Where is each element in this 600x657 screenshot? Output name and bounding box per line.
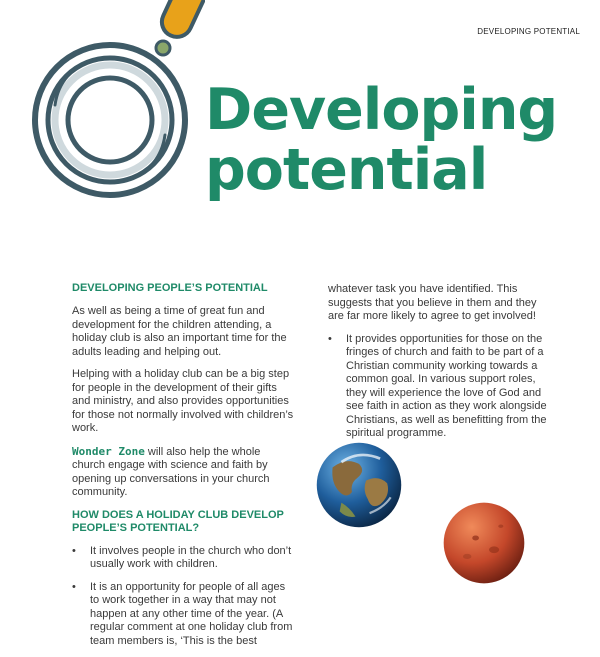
earth-globe-icon (315, 441, 403, 529)
paragraph-helping: Helping with a holiday club can be a big step for people in the development of their gifts and ministry, and also provides opportunities for those not normally involved with children’s work. (72, 368, 294, 434)
section-heading-how: HOW DOES A HOLIDAY CLUB DEVELOP PEOPLE’S POTENTIAL? (72, 508, 284, 534)
paragraph-wonder-zone-text: will also help the whole church engage with science and faith by opening up conversations in your church community. (72, 445, 270, 498)
magnifying-glass-icon (20, 0, 205, 215)
brand-name: Wonder Zone (72, 444, 145, 458)
section-heading-potential: DEVELOPING PEOPLE’S POTENTIAL (72, 282, 268, 294)
paragraph-intro: As well as being a time of great fun and development for the children attending, a holiday club is also an important time for the adults leading and helping out. (72, 305, 287, 358)
mars-planet-icon (442, 501, 526, 585)
page-title-line1: Developing (205, 77, 558, 143)
bullet-item: • It involves people in the church who don’t usually work with children. (72, 545, 294, 572)
paragraph-continuation: whatever task you have identified. This suggests that you believe in them and they are far more likely to agree to get involved! (328, 283, 537, 322)
right-column (328, 283, 550, 450)
left-column (72, 282, 294, 657)
bullet-list-left (72, 545, 294, 649)
page-title (205, 77, 558, 203)
running-header: DEVELOPING POTENTIAL (477, 27, 580, 36)
bullet-list-right (328, 333, 550, 441)
paragraph-wonder-zone (72, 445, 294, 500)
bullet-item: • It is an opportunity for people of all ages to work together in a way that may not happen at any other time of the year. (A regular comment at one holiday club from team members is, ‘This is the best (72, 581, 294, 649)
page-title-line2: potential (205, 137, 488, 203)
bullet-item: • It provides opportunities for those on the fringes of church and faith to be part of a Christian community working towards a common goal. In various support roles, they will experience the love of God and see faith in action as they work alongside Christians, as well as benefitting from the spiritual programme. (328, 333, 550, 441)
